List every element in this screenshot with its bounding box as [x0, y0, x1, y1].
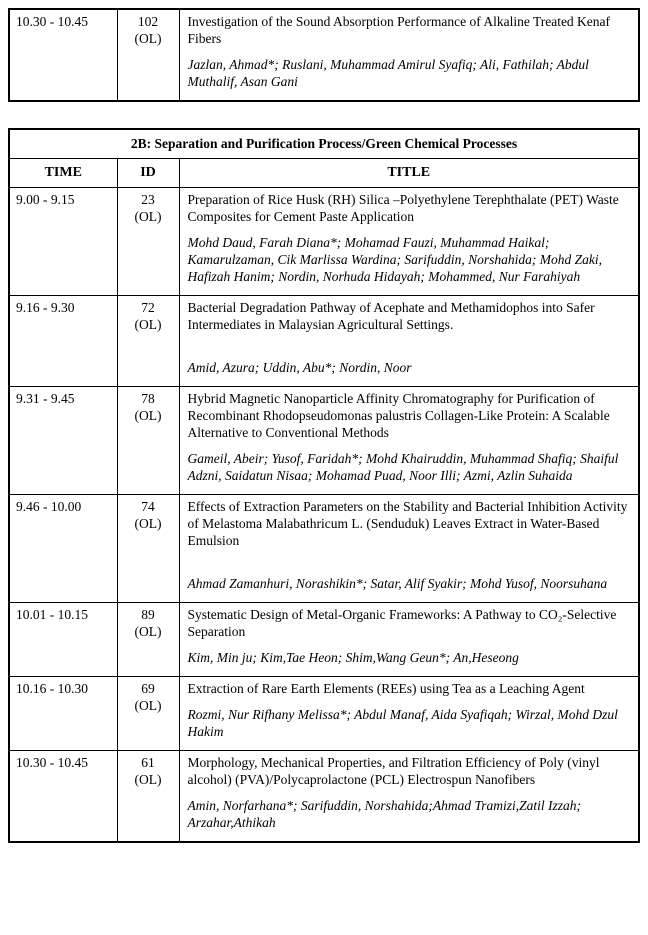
table-row — [9, 751, 639, 843]
table-row — [9, 495, 639, 603]
session-header-row — [9, 129, 639, 159]
id-cell — [117, 387, 179, 495]
time-cell: 9.31 - 9.45 — [9, 387, 117, 495]
previous-session-table — [8, 8, 640, 102]
paper-authors: Kim, Min ju; Kim,Tae Heon; Shim,Wang Geun*; An,Heseong — [187, 650, 519, 665]
paper-id: 72 — [141, 300, 155, 315]
id-cell — [117, 296, 179, 387]
paper-id: 78 — [141, 391, 155, 406]
id-cell — [117, 9, 179, 101]
paper-authors: Ahmad Zamanhuri, Norashikin*; Satar, Alif Syakir; Mohd Yusof, Noorsuhana — [187, 576, 608, 591]
title-cell — [179, 296, 639, 387]
paper-id: 23 — [141, 192, 155, 207]
table-row — [9, 603, 639, 677]
id-cell — [117, 751, 179, 843]
time-cell: 10.30 - 10.45 — [9, 9, 117, 101]
time-cell: 10.01 - 10.15 — [9, 603, 117, 677]
column-header-id: ID — [117, 159, 179, 188]
time-cell: 9.00 - 9.15 — [9, 188, 117, 296]
paper-title: Effects of Extraction Parameters on the Stability and Bacterial Inhibition Activity of Melastoma Malabathricum L. (Senduduk) Leaves Extract in Water-Based Emulsion — [187, 499, 628, 548]
table-row — [9, 296, 639, 387]
paper-title: Systematic Design of Metal-Organic Frameworks: A Pathway to CO₂-Selective Separation — [187, 607, 617, 639]
paper-authors: Rozmi, Nur Rifhany Melissa*; Abdul Manaf, Aida Syafiqah; Wirzal, Mohd Dzul Hakim — [187, 707, 618, 739]
title-cell — [179, 495, 639, 603]
column-header-row — [9, 159, 639, 188]
paper-authors: Amid, Azura; Uddin, Abu*; Nordin, Noor — [187, 360, 412, 375]
paper-authors: Amin, Norfarhana*; Sarifuddin, Norshahida;Ahmad Tramizi,Zatil Izzah; Arzahar,Athikah — [187, 798, 582, 830]
presentation-mode: (OL) — [134, 209, 162, 224]
id-cell — [117, 603, 179, 677]
table-row — [9, 9, 639, 101]
paper-title: Investigation of the Sound Absorption Performance of Alkaline Treated Kenaf Fibers — [187, 14, 611, 46]
title-cell — [179, 9, 639, 101]
table-row — [9, 677, 639, 751]
paper-title: Bacterial Degradation Pathway of Acephate and Methamidophos into Safer Intermediates in Malaysian Agricultural Settings. — [187, 300, 595, 332]
paper-title: Morphology, Mechanical Properties, and Filtration Efficiency of Poly (vinyl alcohol) (PVA)/Polycaprolactone (PCL) Electrospun Nanofibers — [187, 755, 600, 787]
session-title: 2B: Separation and Purification Process/Green Chemical Processes — [9, 129, 639, 159]
session-2b-table — [8, 128, 640, 843]
table-gap — [8, 102, 640, 128]
paper-id: 89 — [141, 607, 155, 622]
paper-id: 74 — [141, 499, 155, 514]
presentation-mode: (OL) — [134, 408, 162, 423]
presentation-mode: (OL) — [134, 698, 162, 713]
presentation-mode: (OL) — [134, 31, 162, 46]
paper-id: 61 — [141, 755, 155, 770]
paper-id: 69 — [141, 681, 155, 696]
paper-authors: Gameil, Abeir; Yusof, Faridah*; Mohd Khairuddin, Muhammad Shafiq; Shaiful Adzni, Saidatun Nisaa; Mohamad Puad, Noor Illi; Azmi, Azlin Suhaida — [187, 451, 619, 483]
id-cell — [117, 677, 179, 751]
title-cell — [179, 751, 639, 843]
paper-authors: Mohd Daud, Farah Diana*; Mohamad Fauzi, Muhammad Haikal; Kamarulzaman, Cik Marlissa Wardina; Sarifuddin, Norshahida; Mohd Zaki, Hafizah Hanim; Nordin, Norhuda Hidayah; Mohammed, Nur Farahiyah — [187, 235, 603, 284]
time-cell: 9.16 - 9.30 — [9, 296, 117, 387]
presentation-mode: (OL) — [134, 317, 162, 332]
column-header-title: TITLE — [179, 159, 639, 188]
table-row — [9, 387, 639, 495]
paper-title: Hybrid Magnetic Nanoparticle Affinity Chromatography for Purification of Recombinant Rhodopseudomonas palustris Collagen-Like Protein: A Scalable Alternative to Conventional Methods — [187, 391, 610, 440]
time-cell: 10.30 - 10.45 — [9, 751, 117, 843]
time-cell: 9.46 - 10.00 — [9, 495, 117, 603]
title-cell — [179, 677, 639, 751]
presentation-mode: (OL) — [134, 772, 162, 787]
presentation-mode: (OL) — [134, 516, 162, 531]
paper-authors: Jazlan, Ahmad*; Ruslani, Muhammad Amirul Syafiq; Ali, Fathilah; Abdul Muthalif, Asan Gani — [187, 57, 589, 89]
presentation-mode: (OL) — [134, 624, 162, 639]
paper-id: 102 — [137, 14, 159, 29]
time-cell: 10.16 - 10.30 — [9, 677, 117, 751]
title-cell — [179, 188, 639, 296]
id-cell — [117, 495, 179, 603]
column-header-time: TIME — [9, 159, 117, 188]
table-row — [9, 188, 639, 296]
paper-title: Extraction of Rare Earth Elements (REEs) using Tea as a Leaching Agent — [187, 681, 585, 696]
title-cell — [179, 387, 639, 495]
paper-title: Preparation of Rice Husk (RH) Silica –Polyethylene Terephthalate (PET) Waste Composites for Cement Paste Application — [187, 192, 619, 224]
id-cell — [117, 188, 179, 296]
title-cell — [179, 603, 639, 677]
